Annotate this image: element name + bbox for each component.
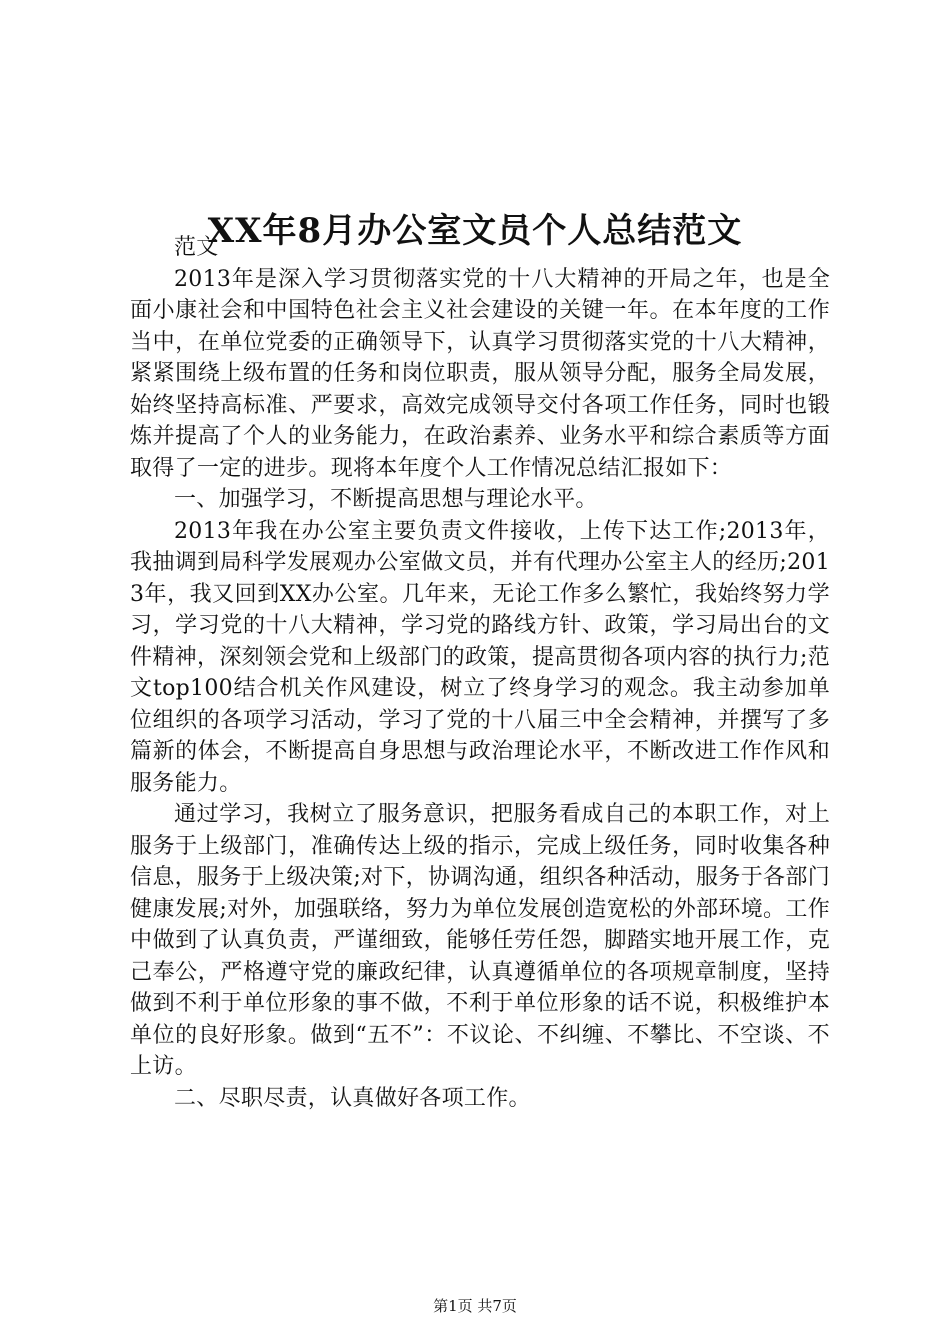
paragraph-study: 2013年我在办公室主要负责文件接收，上传下达工作;2013年，我抽调到局科学发展观办公室做文员，并有代理办公室主人的经历;2013年，我又回到XX办公室。几年来，无论工作多么繁忙，我始终努力学习，学习党的十八大精神，学习党的路线方针、政策，学习局出台的文件精神，深刻领会党和上级部门的政策，提高贯彻各项内容的执行力;范文top100结合机关作风建设，树立了终身学习的观念。我主动参加单位组织的各项学习活动，学习了党的十八届三中全会精神，并撰写了多篇新的体会，不断提高自身思想与政治理论水平，不断改进工作作风和服务能力。 (130, 518, 830, 796)
page-footer: 第1页 共7页 (433, 1297, 517, 1315)
document-body (130, 232, 830, 1114)
section-heading-2: 二、尽职尽责，认真做好各项工作。 (174, 1085, 531, 1111)
document-title: XX年8月办公室文员个人总结范文 (207, 210, 743, 251)
section-heading-1: 一、加强学习，不断提高思想与理论水平。 (174, 487, 598, 512)
paragraph-opening: 2013年是深入学习贯彻落实党的十八大精神的开局之年，也是全面小康社会和中国特色社会主义社会建设的关键一年。在本年度的工作当中，在单位党委的正确领导下，认真学习贯彻落实党的十八大精神，紧紧围绕上级布置的任务和岗位职责，服从领导分配，服务全局发展，始终坚持高标准、严要求，高效完成领导交付各项工作任务，同时也锻炼并提高了个人的业务能力，在政治素养、业务水平和综合素质等方面取得了一定的进步。现将本年度个人工作情况总结汇报如下： (130, 266, 830, 481)
paragraph-intro-label: 范文 (174, 235, 219, 260)
paragraph-service: 通过学习，我树立了服务意识，把服务看成自己的本职工作，对上服务于上级部门，准确传达上级的指示，完成上级任务，同时收集各种信息，服务于上级决策;对下，协调沟通，组织各种活动，服务于各部门健康发展;对外，加强联络，努力为单位发展创造宽松的外部环境。工作中做到了认真负责，严谨细致，能够任劳任怨，脚踏实地开展工作，克己奉公，严格遵守党的廉政纪律，认真遵循单位的各项规章制度，坚持做到不利于单位形象的事不做，不利于单位形象的话不说，积极维护本单位的良好形象。做到“五不”：不议论、不纠缠、不攀比、不空谈、不上访。 (130, 802, 830, 1079)
